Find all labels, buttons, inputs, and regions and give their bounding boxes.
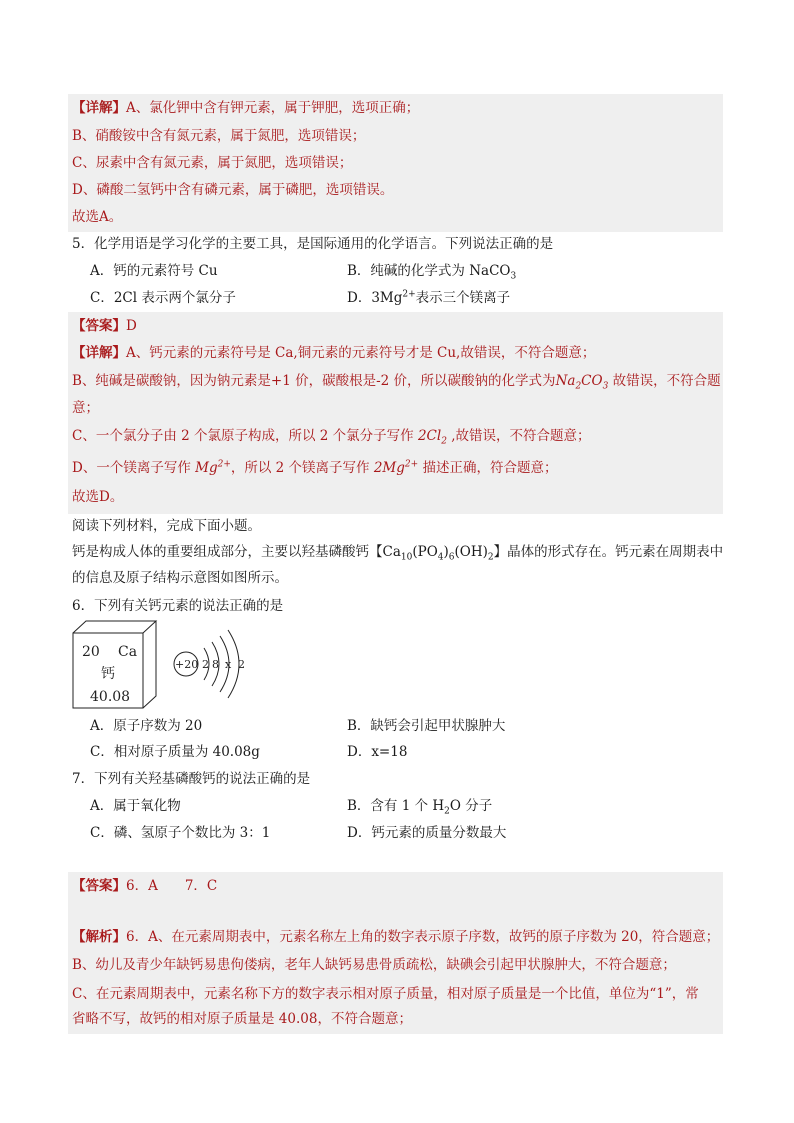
- material-line-1: 钙是构成人体的重要组成部分，主要以羟基磷酸钙【$Ca_{10}(PO_4)_6(OH)_2$】晶体的形式存在。钙元素在周期表中: [72, 544, 724, 563]
- q7-option-c: C．磷、氢原子个数比为 3：1: [90, 825, 271, 841]
- q6-option-d: D．x=18: [347, 744, 408, 760]
- nucleus-charge: +20: [175, 658, 199, 671]
- question-5-stem: 5．化学用语是学习化学的主要工具，是国际通用的化学语言。下列说法正确的是: [72, 236, 554, 252]
- element-symbol: Ca: [118, 644, 138, 660]
- question-7-stem: 7．下列有关羟基磷酸钙的说法正确的是: [72, 771, 311, 787]
- atom-structure: [174, 630, 245, 698]
- detail-5-line-b-cont: 意；: [72, 400, 99, 416]
- answer-67: 【答案】6．A 7．C: [72, 878, 218, 894]
- q5-option-b: B．纯碱的化学式为 NaCO$_3$: [347, 263, 517, 282]
- q5-option-d: D．$3Mg^{2+}$表示三个镁离子: [347, 289, 511, 306]
- q6-option-a: A．原子序数为 20: [90, 718, 203, 734]
- element-number: 20: [82, 644, 100, 660]
- detail-5-line-c: C、一个氯分子由 2 个氯原子构成，所以 2 个氯分子写作 $2Cl_2$ ,故错误，不符合题意；: [72, 428, 591, 447]
- detail-5-line-a: 【详解】A、钙元素的元素符号是 Ca,铜元素的元素符号才是 Cu,故错误，不符合题意；: [72, 345, 596, 361]
- element-name: 钙: [101, 666, 115, 682]
- element-info-diagram: [72, 620, 262, 712]
- answer-5: 【答案】D: [72, 318, 137, 334]
- analysis-line-1: 【解析】6．A、在元素周期表中，元素名称左上角的数字表示原子序数，故钙的原子序数为 20，符合题意；: [72, 929, 720, 945]
- material-line-2: 的信息及原子结构示意图如图所示。: [72, 570, 288, 586]
- explanation-1-line-d: D、磷酸二氢钙中含有磷元素，属于磷肥，选项错误。: [72, 182, 394, 198]
- shell-electrons-2: 8: [212, 658, 219, 671]
- q7-option-d: D．钙元素的质量分数最大: [347, 825, 507, 841]
- shell-electrons-4: 2: [238, 658, 245, 671]
- q6-option-b: B．缺钙会引起甲状腺肿大: [347, 718, 506, 734]
- detail-5-line-b: B、纯碱是碳酸钠，因为钠元素是+1 价，碳酸根是-2 价，所以碳酸钠的化学式为$Na_2CO_3$ 故错误，不符合题: [72, 373, 721, 392]
- q7-option-a: A．属于氧化物: [90, 798, 181, 814]
- material-intro: 阅读下列材料，完成下面小题。: [72, 518, 261, 534]
- question-6-stem: 6．下列有关钙元素的说法正确的是: [72, 598, 284, 614]
- detail-5-conclusion: 故选D。: [72, 489, 124, 505]
- analysis-line-4: 省略不写，故钙的相对原子质量是 40.08，不符合题意；: [72, 1011, 412, 1027]
- explanation-1-conclusion: 故选A。: [72, 209, 123, 225]
- analysis-line-2: B、幼儿及青少年缺钙易患佝偻病，老年人缺钙易患骨质疏松，缺碘会引起甲状腺肿大，不符合题意；: [72, 957, 676, 973]
- detail-5-line-d: D、一个镁离子写作 $Mg^{2+}$，所以 2 个镁离子写作 $2Mg^{2+}$ 描述正确，符合题意；: [72, 459, 558, 476]
- q5-option-a: A．钙的元素符号 Cu: [90, 263, 218, 279]
- element-mass: 40.08: [90, 689, 131, 705]
- explanation-1-line-a: 【详解】A、氯化钾中含有钾元素，属于钾肥，选项正确；: [72, 100, 420, 116]
- q6-option-c: C．相对原子质量为 40.08g: [90, 744, 260, 760]
- q5-option-c: C．2Cl 表示两个氯分子: [90, 290, 236, 306]
- explanation-1-line-c: C、尿素中含有氮元素，属于氮肥，选项错误；: [72, 155, 353, 171]
- shell-electrons-3: x: [225, 658, 232, 671]
- analysis-line-3: C、在元素周期表中，元素名称下方的数字表示相对原子质量，相对原子质量是一个比值，单位为“1”，常: [72, 986, 699, 1002]
- q7-option-b: B．含有 1 个 $H_2O$ 分子: [347, 798, 493, 817]
- shell-electrons-1: 2: [202, 658, 209, 671]
- explanation-1-line-b: B、硝酸铵中含有氮元素，属于氮肥，选项错误；: [72, 128, 366, 144]
